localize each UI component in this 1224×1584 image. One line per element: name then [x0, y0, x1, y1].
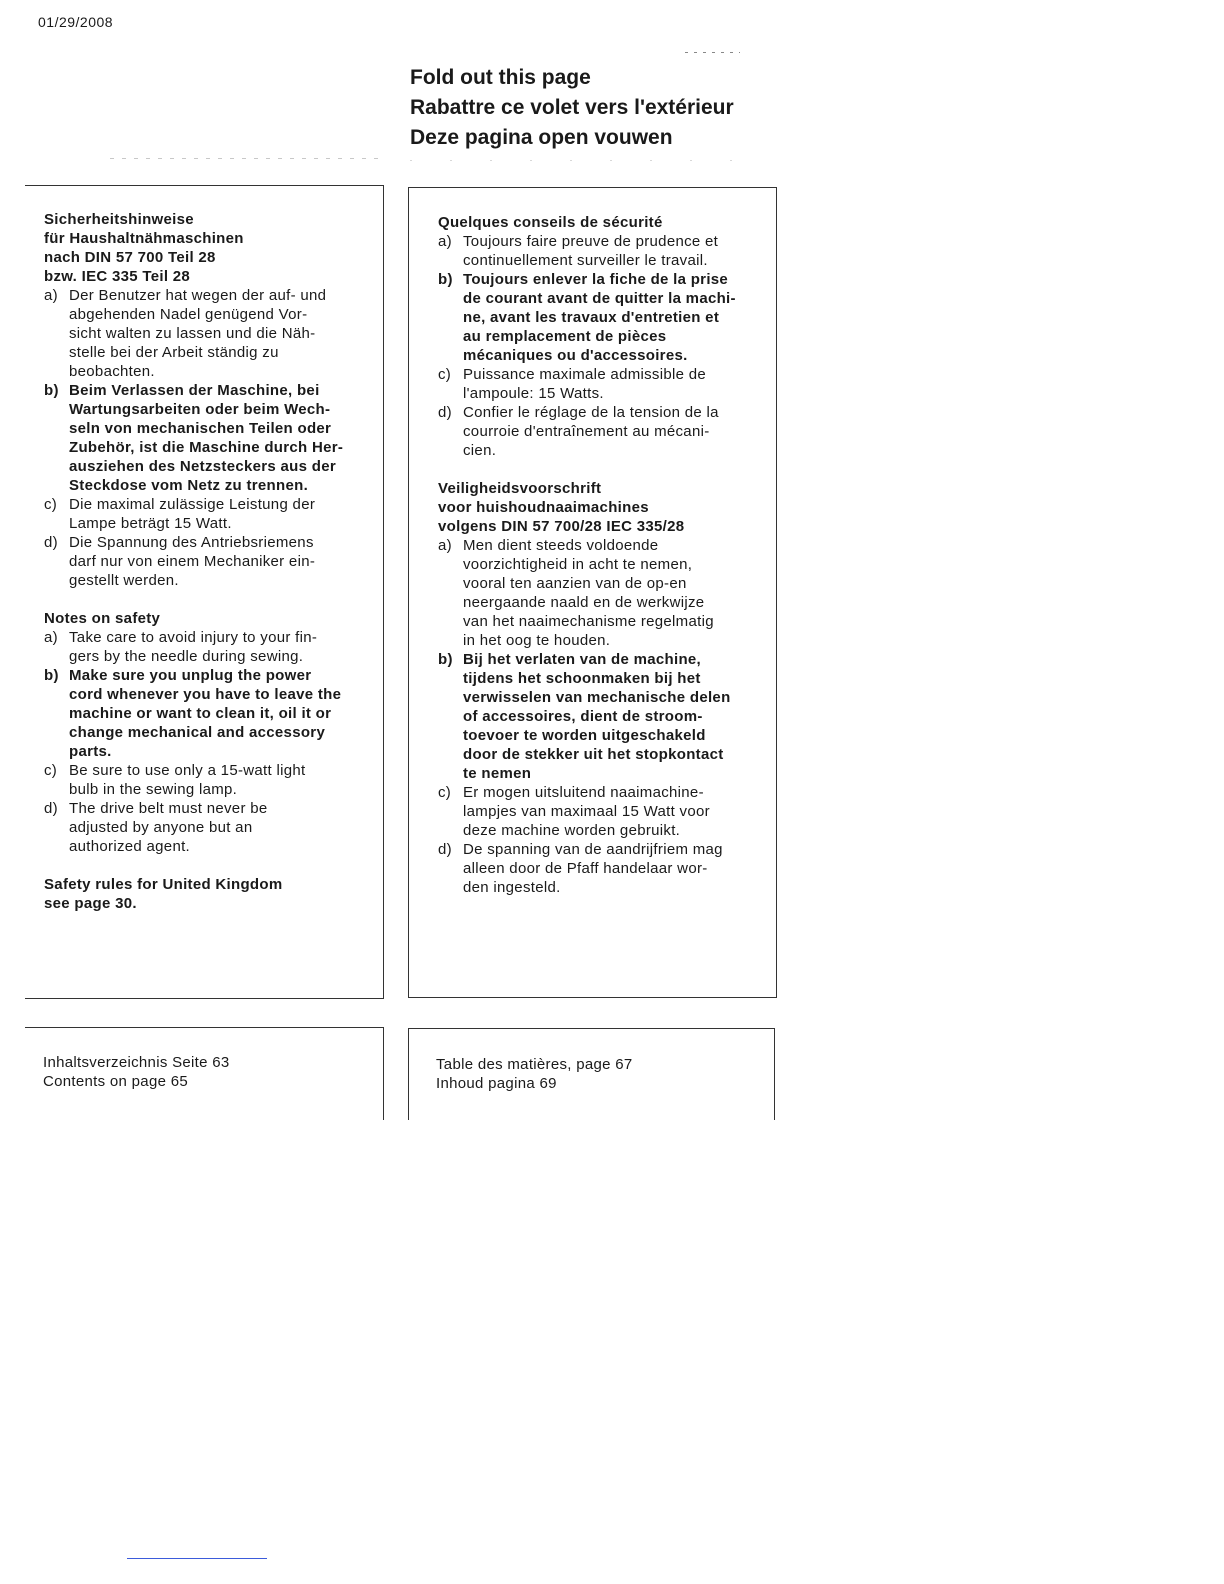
footer-rule: [127, 1558, 267, 1559]
item-line: gestellt werden.: [69, 572, 179, 589]
item-line: neergaande naald en de werkwijze: [463, 594, 705, 611]
contents-fr-line: Table des matières, page 67: [436, 1056, 633, 1073]
item-line: Toujours faire preuve de prudence et: [463, 233, 719, 250]
item-line: den ingesteld.: [463, 879, 561, 896]
item-line: Make sure you unplug the power: [69, 667, 312, 684]
item-line: verwisselen van mechanische delen: [463, 689, 731, 706]
contents-en-line: Contents on page 65: [43, 1073, 188, 1090]
item-line: of accessoires, dient de stroom-: [463, 708, 703, 725]
contents-left: [43, 1053, 230, 1091]
heading-line: voor huishoudnaaimachines: [438, 499, 649, 516]
item-line: in het oog te houden.: [463, 632, 611, 649]
contents-right: [436, 1055, 633, 1093]
contents-nl-line: Inhoud pagina 69: [436, 1075, 557, 1092]
fold-line-nl: Deze pagina open vouwen: [410, 126, 673, 149]
item-label: d): [438, 841, 452, 858]
item-line: Zubehör, ist die Maschine durch Her-: [69, 439, 344, 456]
item-line: Die maximal zulässige Leistung der: [69, 496, 316, 513]
french-item-b: [438, 270, 768, 365]
item-line: courroie d'entraînement au mécani-: [463, 423, 710, 440]
item-line: Toujours enlever la fiche de la prise: [463, 271, 729, 288]
item-line: Take care to avoid injury to your fin-: [69, 629, 318, 646]
contents-de-line: Inhaltsverzeichnis Seite 63: [43, 1054, 230, 1071]
german-item-a: [44, 286, 374, 381]
dutch-item-d: [438, 840, 768, 897]
item-line: lampjes van maximaal 15 Watt voor: [463, 803, 710, 820]
note-line: Safety rules for United Kingdom: [44, 876, 283, 893]
french-item-c: [438, 365, 768, 403]
english-item-c: [44, 761, 374, 799]
item-line: abgehenden Nadel genügend Vor-: [69, 306, 308, 323]
safety-column-left: [44, 210, 374, 913]
item-line: change mechanical and accessory: [69, 724, 326, 741]
item-line: Wartungsarbeiten oder beim Wech-: [69, 401, 331, 418]
item-line: De spanning van de aandrijfriem mag: [463, 841, 723, 858]
item-line: au remplacement de pièces: [463, 328, 667, 345]
item-line: mécaniques ou d'accessoires.: [463, 347, 688, 364]
item-label: b): [44, 382, 59, 399]
item-line: Be sure to use only a 15-watt light: [69, 762, 306, 779]
item-line: Lampe beträgt 15 Watt.: [69, 515, 232, 532]
fold-line-fr: Rabattre ce volet vers l'extérieur: [410, 96, 734, 119]
heading-line: nach DIN 57 700 Teil 28: [44, 249, 216, 266]
item-line: sicht walten zu lassen und die Näh-: [69, 325, 316, 342]
item-line: de courant avant de quitter la machi-: [463, 290, 736, 307]
item-line: parts.: [69, 743, 112, 760]
item-line: bulb in the sewing lamp.: [69, 781, 238, 798]
item-line: l'ampoule: 15 Watts.: [463, 385, 604, 402]
dutch-item-a: [438, 536, 768, 650]
item-line: adjusted by anyone but an: [69, 819, 253, 836]
heading-line: bzw. IEC 335 Teil 28: [44, 268, 191, 285]
item-label: b): [438, 271, 453, 288]
fold-instructions: [410, 63, 734, 153]
heading-line: für Haushaltnähmaschinen: [44, 230, 244, 247]
heading-line: Sicherheitshinweise: [44, 211, 194, 228]
item-line: cien.: [463, 442, 497, 459]
scan-speck: [110, 158, 380, 159]
note-line: see page 30.: [44, 895, 137, 912]
fold-line-en: Fold out this page: [410, 66, 591, 89]
item-label: c): [44, 496, 58, 513]
item-line: continuellement surveiller le travail.: [463, 252, 708, 269]
item-line: darf nur von einem Mechaniker ein-: [69, 553, 316, 570]
item-label: b): [438, 651, 453, 668]
item-label: c): [438, 366, 452, 383]
item-label: a): [44, 287, 58, 304]
item-line: beobachten.: [69, 363, 155, 380]
item-line: Men dient steeds voldoende: [463, 537, 659, 554]
item-label: d): [44, 800, 58, 817]
item-line: Bij het verlaten van de machine,: [463, 651, 702, 668]
item-label: a): [438, 537, 452, 554]
german-item-b: [44, 381, 374, 495]
french-item-a: [438, 232, 768, 270]
item-line: Der Benutzer hat wegen der auf- und: [69, 287, 327, 304]
german-item-c: [44, 495, 374, 533]
item-line: deze machine worden gebruikt.: [463, 822, 681, 839]
dutch-heading: [438, 479, 768, 536]
item-line: ausziehen des Netzsteckers aus der: [69, 458, 336, 475]
dutch-item-b: [438, 650, 768, 783]
english-item-d: [44, 799, 374, 856]
item-line: alleen door de Pfaff handelaar wor-: [463, 860, 708, 877]
french-item-d: [438, 403, 768, 460]
item-label: d): [438, 404, 452, 421]
safety-column-right: [438, 213, 768, 897]
item-line: authorized agent.: [69, 838, 191, 855]
english-item-a: [44, 628, 374, 666]
item-line: Confier le réglage de la tension de la: [463, 404, 719, 421]
item-label: c): [438, 784, 452, 801]
scan-speck: [410, 160, 770, 161]
french-heading: Quelques conseils de sécurité: [438, 214, 663, 231]
item-line: gers by the needle during sewing.: [69, 648, 304, 665]
item-line: te nemen: [463, 765, 532, 782]
english-item-b: [44, 666, 374, 761]
dutch-item-c: [438, 783, 768, 840]
item-line: Die Spannung des Antriebsriemens: [69, 534, 314, 551]
item-line: The drive belt must never be: [69, 800, 268, 817]
item-line: ne, avant les travaux d'entretien et: [463, 309, 720, 326]
item-line: door de stekker uit het stopkontact: [463, 746, 724, 763]
item-line: Er mogen uitsluitend naaimachine-: [463, 784, 704, 801]
item-line: cord whenever you have to leave the: [69, 686, 342, 703]
item-line: Beim Verlassen der Maschine, bei: [69, 382, 320, 399]
item-label: a): [44, 629, 58, 646]
item-label: b): [44, 667, 59, 684]
item-line: seln von mechanischen Teilen oder: [69, 420, 332, 437]
item-line: Steckdose vom Netz zu trennen.: [69, 477, 309, 494]
item-line: tijdens het schoonmaken bij het: [463, 670, 701, 687]
item-line: stelle bei der Arbeit ständig zu: [69, 344, 279, 361]
uk-safety-note: [44, 875, 374, 913]
item-label: c): [44, 762, 58, 779]
item-label: a): [438, 233, 452, 250]
item-line: vooral ten aanzien van de op-en: [463, 575, 687, 592]
german-item-d: [44, 533, 374, 590]
scan-speck: [685, 52, 740, 53]
item-line: machine or want to clean it, oil it or: [69, 705, 332, 722]
german-heading: [44, 210, 374, 286]
item-line: toevoer te worden uitgeschakeld: [463, 727, 706, 744]
item-line: Puissance maximale admissible de: [463, 366, 707, 383]
document-date: 01/29/2008: [38, 14, 114, 30]
heading-line: volgens DIN 57 700/28 IEC 335/28: [438, 518, 685, 535]
heading-line: Veiligheidsvoorschrift: [438, 480, 602, 497]
item-label: d): [44, 534, 58, 551]
item-line: van het naaimechanisme regelmatig: [463, 613, 714, 630]
item-line: voorzichtigheid in acht te nemen,: [463, 556, 693, 573]
english-heading: Notes on safety: [44, 610, 161, 627]
